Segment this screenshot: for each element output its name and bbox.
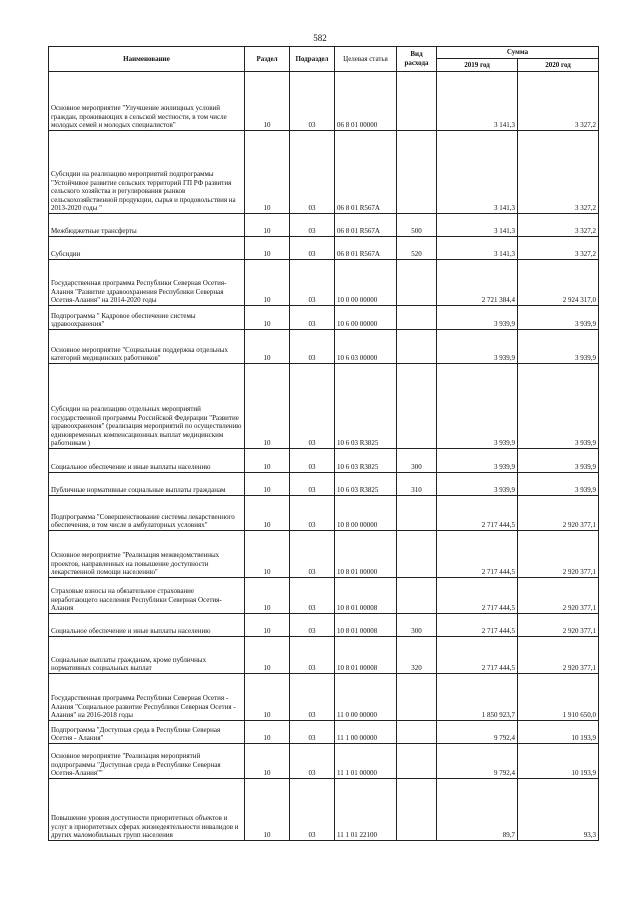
row-expense-type <box>397 131 437 214</box>
row-target-article: 10 6 00 00000 <box>335 306 397 330</box>
header-target-article: Целевая статья <box>335 47 397 72</box>
row-target-article: 11 1 00 00000 <box>335 721 397 744</box>
row-section: 10 <box>245 473 290 496</box>
table-row <box>49 237 599 260</box>
table-row <box>49 614 599 637</box>
header-year-2019: 2019 год <box>437 59 518 72</box>
row-subsection: 03 <box>290 306 335 330</box>
row-expense-type <box>397 779 437 841</box>
row-expense-type: 520 <box>397 237 437 260</box>
row-section: 10 <box>245 449 290 473</box>
table-row <box>49 744 599 779</box>
row-expense-type <box>397 674 437 721</box>
row-expense-type <box>397 330 437 364</box>
row-target-article: 11 1 01 00000 <box>335 744 397 779</box>
row-target-article: 06 8 01 R567A <box>335 131 397 214</box>
row-amount-2019: 2 717 444,5 <box>437 531 518 578</box>
row-name: Социальные выплаты гражданам, кроме публичных нормативных социальных выплат <box>49 637 245 674</box>
table-row <box>49 72 599 131</box>
row-subsection: 03 <box>290 473 335 496</box>
header-subsection: Подраздел <box>290 47 335 72</box>
row-expense-type: 300 <box>397 614 437 637</box>
row-amount-2020: 3 939,9 <box>518 449 599 473</box>
row-amount-2020: 3 327,2 <box>518 72 599 131</box>
row-amount-2019: 3 939,9 <box>437 449 518 473</box>
row-amount-2019: 3 141,3 <box>437 237 518 260</box>
row-target-article: 06 8 01 R567A <box>335 214 397 237</box>
row-name: Основное мероприятие "Улучшение жилищных условий граждан, проживающих в сельской местности, в том числе молодых семей и молодых специалистов" <box>49 72 245 131</box>
row-subsection: 03 <box>290 637 335 674</box>
header-name: Наименование <box>49 47 245 72</box>
row-target-article: 10 0 00 00000 <box>335 260 397 306</box>
row-amount-2019: 3 141,3 <box>437 131 518 214</box>
row-amount-2020: 3 327,2 <box>518 214 599 237</box>
row-amount-2019: 2 717 444,5 <box>437 496 518 531</box>
header-expense-type: Вид расхода <box>397 47 437 72</box>
row-target-article: 10 6 03 R3825 <box>335 364 397 449</box>
row-section: 10 <box>245 744 290 779</box>
row-subsection: 03 <box>290 237 335 260</box>
row-amount-2020: 3 939,9 <box>518 473 599 496</box>
row-amount-2020: 10 193,9 <box>518 744 599 779</box>
row-name: Публичные нормативные социальные выплаты гражданам <box>49 473 245 496</box>
row-section: 10 <box>245 131 290 214</box>
table-row <box>49 531 599 578</box>
row-name: Социальное обеспечение и иные выплаты населению <box>49 449 245 473</box>
row-section: 10 <box>245 72 290 131</box>
row-amount-2019: 2 717 444,5 <box>437 637 518 674</box>
row-name: Подпрограмма " Кадровое обеспечение системы здравоохранения" <box>49 306 245 330</box>
table-row <box>49 473 599 496</box>
row-expense-type <box>397 578 437 614</box>
row-subsection: 03 <box>290 721 335 744</box>
row-name: Подпрограмма "Доступная среда в Республике Северная Осетия - Алания" <box>49 721 245 744</box>
row-amount-2020: 10 193,9 <box>518 721 599 744</box>
row-amount-2019: 3 939,9 <box>437 473 518 496</box>
table-body <box>49 72 599 841</box>
header-section: Раздел <box>245 47 290 72</box>
row-amount-2020: 2 920 377,1 <box>518 531 599 578</box>
row-name: Страховые взносы на обязательное страхование неработающего населения Республики Северная Осетия-Алания <box>49 578 245 614</box>
row-amount-2019: 3 141,3 <box>437 214 518 237</box>
row-expense-type: 310 <box>397 473 437 496</box>
row-target-article: 11 0 00 00000 <box>335 674 397 721</box>
row-section: 10 <box>245 260 290 306</box>
row-amount-2019: 3 141,3 <box>437 72 518 131</box>
row-subsection: 03 <box>290 744 335 779</box>
row-amount-2020: 2 920 377,1 <box>518 496 599 531</box>
row-name: Субсидии <box>49 237 245 260</box>
budget-table <box>48 46 599 841</box>
row-target-article: 10 6 03 00000 <box>335 330 397 364</box>
table-row <box>49 674 599 721</box>
row-name: Межбюджетные трансферты <box>49 214 245 237</box>
row-target-article: 10 8 00 00000 <box>335 496 397 531</box>
row-amount-2019: 1 850 923,7 <box>437 674 518 721</box>
row-amount-2019: 2 721 384,4 <box>437 260 518 306</box>
row-amount-2020: 3 939,9 <box>518 306 599 330</box>
row-name: Повышение уровня доступности приоритетных объектов и услуг в приоритетных сферах жизнедеятельности инвалидов и других маломобильных групп населения <box>49 779 245 841</box>
row-target-article: 06 8 01 R567A <box>335 237 397 260</box>
row-section: 10 <box>245 637 290 674</box>
row-subsection: 03 <box>290 674 335 721</box>
row-amount-2020: 3 327,2 <box>518 237 599 260</box>
row-target-article: 11 1 01 22100 <box>335 779 397 841</box>
row-amount-2020: 93,3 <box>518 779 599 841</box>
row-expense-type <box>397 364 437 449</box>
row-expense-type <box>397 496 437 531</box>
row-section: 10 <box>245 214 290 237</box>
row-subsection: 03 <box>290 72 335 131</box>
row-subsection: 03 <box>290 260 335 306</box>
table-row <box>49 214 599 237</box>
table-row <box>49 330 599 364</box>
row-amount-2020: 2 920 377,1 <box>518 637 599 674</box>
row-name: Государственная программа Республики Северная Осетия - Алания "Социальное развитие Республики Северная Осетия - Алания" на 2016-2018 годы <box>49 674 245 721</box>
row-section: 10 <box>245 330 290 364</box>
row-amount-2019: 3 939,9 <box>437 306 518 330</box>
row-target-article: 10 6 03 R3825 <box>335 449 397 473</box>
row-amount-2019: 9 792,4 <box>437 721 518 744</box>
row-section: 10 <box>245 578 290 614</box>
row-section: 10 <box>245 364 290 449</box>
row-section: 10 <box>245 496 290 531</box>
table-row <box>49 578 599 614</box>
row-subsection: 03 <box>290 779 335 841</box>
row-expense-type <box>397 306 437 330</box>
row-amount-2020: 2 920 377,1 <box>518 578 599 614</box>
row-name: Социальное обеспечение и иные выплаты населению <box>49 614 245 637</box>
row-subsection: 03 <box>290 131 335 214</box>
row-target-article: 10 8 01 00008 <box>335 578 397 614</box>
row-amount-2019: 9 792,4 <box>437 744 518 779</box>
row-amount-2019: 3 939,9 <box>437 364 518 449</box>
table-row <box>49 637 599 674</box>
table-row <box>49 721 599 744</box>
row-amount-2019: 2 717 444,5 <box>437 578 518 614</box>
table-row <box>49 260 599 306</box>
row-subsection: 03 <box>290 614 335 637</box>
row-section: 10 <box>245 721 290 744</box>
row-target-article: 10 8 01 00008 <box>335 614 397 637</box>
row-subsection: 03 <box>290 214 335 237</box>
row-name: Подпрограмма "Совершенствование системы лекарственного обеспечения, в том числе в амбулаторных условиях" <box>49 496 245 531</box>
row-subsection: 03 <box>290 496 335 531</box>
row-amount-2020: 3 939,9 <box>518 364 599 449</box>
row-expense-type: 500 <box>397 214 437 237</box>
row-name: Основное мероприятие "Реализация мероприятий подпрограммы "Доступная среда в Республике Северная Осетия-Алания"" <box>49 744 245 779</box>
row-amount-2019: 89,7 <box>437 779 518 841</box>
row-amount-2020: 2 920 377,1 <box>518 614 599 637</box>
row-subsection: 03 <box>290 449 335 473</box>
row-target-article: 10 8 01 00008 <box>335 637 397 674</box>
row-target-article: 10 6 03 R3825 <box>335 473 397 496</box>
page-number: 582 <box>313 33 327 43</box>
row-expense-type <box>397 721 437 744</box>
row-section: 10 <box>245 531 290 578</box>
row-expense-type <box>397 531 437 578</box>
row-expense-type <box>397 72 437 131</box>
row-amount-2020: 3 327,2 <box>518 131 599 214</box>
row-subsection: 03 <box>290 364 335 449</box>
row-expense-type <box>397 260 437 306</box>
row-target-article: 06 8 01 00000 <box>335 72 397 131</box>
row-target-article: 10 8 01 00000 <box>335 531 397 578</box>
row-subsection: 03 <box>290 330 335 364</box>
row-amount-2020: 1 910 650,0 <box>518 674 599 721</box>
row-section: 10 <box>245 237 290 260</box>
header-sum: Сумма <box>437 47 599 59</box>
row-expense-type <box>397 744 437 779</box>
table-row <box>49 131 599 214</box>
table-row <box>49 496 599 531</box>
row-amount-2020: 2 924 317,0 <box>518 260 599 306</box>
row-amount-2020: 3 939,9 <box>518 330 599 364</box>
table-row <box>49 306 599 330</box>
row-name: Государственная программа Республики Северная Осетия-Алания "Развитие здравоохранения Республики Северная Осетия-Алания" на 2014-2020 годы <box>49 260 245 306</box>
row-expense-type: 300 <box>397 449 437 473</box>
row-amount-2019: 3 939,9 <box>437 330 518 364</box>
row-name: Субсидии на реализацию отдельных мероприятий государственной программы Российской Федерации "Развитие здравоохранения" (реализация мероприятий по осуществлению единовременных компенсационных выплат медицинским работникам ) <box>49 364 245 449</box>
row-subsection: 03 <box>290 578 335 614</box>
table-row <box>49 779 599 841</box>
row-section: 10 <box>245 779 290 841</box>
row-section: 10 <box>245 674 290 721</box>
table-header <box>49 47 599 72</box>
header-year-2020: 2020 год <box>518 59 599 72</box>
row-section: 10 <box>245 306 290 330</box>
row-name: Основное мероприятие "Реализация межведомственных проектов, направленных на повышение доступности лекарственной помощи населению" <box>49 531 245 578</box>
row-subsection: 03 <box>290 531 335 578</box>
row-amount-2019: 2 717 444,5 <box>437 614 518 637</box>
row-section: 10 <box>245 614 290 637</box>
row-name: Основное мероприятие "Социальная поддержка отдельных категорий медицинских работников" <box>49 330 245 364</box>
row-expense-type: 320 <box>397 637 437 674</box>
row-name: Субсидии на реализацию мероприятий подпрограммы "Устойчивое развитие сельских территорий ГП РФ развития сельского хозяйства и регулирования рынков сельскохозяйственной продукции, сырья и продовольствия на 2013-2020 годы " <box>49 131 245 214</box>
table-row <box>49 364 599 449</box>
table-row <box>49 449 599 473</box>
